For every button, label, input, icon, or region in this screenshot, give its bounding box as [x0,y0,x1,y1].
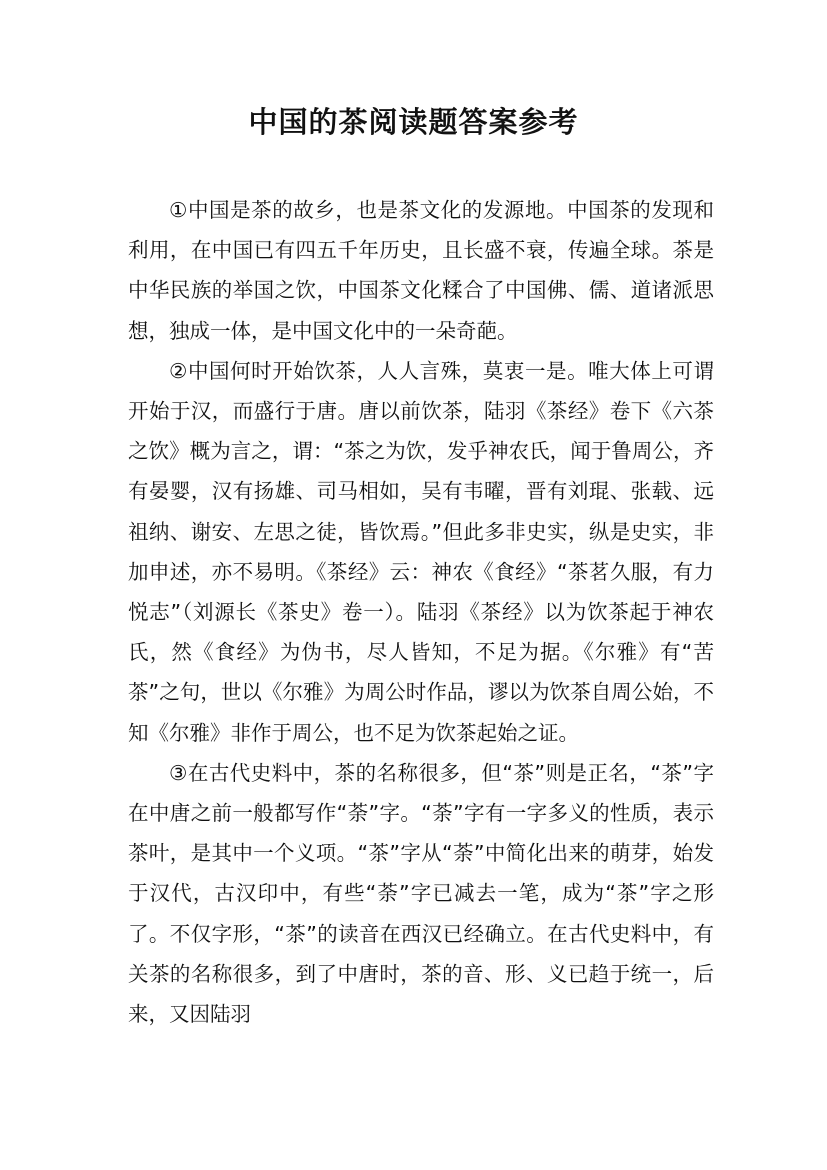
document-title: 中国的茶阅读题答案参考 [248,105,579,139]
document-body [128,190,714,1034]
paragraph-3: ③在古代史料中，茶的名称很多，但“茶”则是正名，“茶”字在中唐之前一般都写作“荼”字。“荼”字有一字多义的性质，表示茶叶，是其中一个义项。“茶”字从“荼”中简化出来的萌芽，始发于汉代，古汉印中，有些“荼”字已减去一笔，成为“茶”字之形了。不仅字形，“茶”的读音在西汉已经确立。在古代史料中，有关茶的名称很多，到了中唐时，茶的音、形、义已趋于统一，后来，又因陆羽 [128,760,714,1027]
paragraph-2: ②中国何时开始饮茶，人人言殊，莫衷一是。唯大体上可谓开始于汉，而盛行于唐。唐以前饮茶，陆羽《茶经》卷下《六茶之饮》概为言之，谓：“茶之为饮，发乎神农氏，闻于鲁周公，齐有晏婴，汉有扬雄、司马相如，吴有韦曜，晋有刘琨、张载、远祖纳、谢安、左思之徒，皆饮焉。”但此多非史实，纵是史实，非加申述，亦不易明。《茶经》云：神农《食经》“茶茗久服，有力悦志”（刘源长《茶史》卷一）。陆羽《茶经》以为饮茶起于神农氏，然《食经》为伪书，尽人皆知，不足为据。《尔雅》有“苦茶”之句，世以《尔雅》为周公时作品，谬以为饮茶自周公始，不知《尔雅》非作于周公，也不足为饮茶起始之证。 [128,358,714,745]
paragraph-1: ①中国是茶的故乡，也是茶文化的发源地。中国茶的发现和利用，在中国已有四五千年历史，且长盛不衰，传遍全球。茶是中华民族的举国之饮，中国茶文化糅合了中国佛、儒、道诸派思想，独成一体，是中国文化中的一朵奇葩。 [128,198,714,343]
